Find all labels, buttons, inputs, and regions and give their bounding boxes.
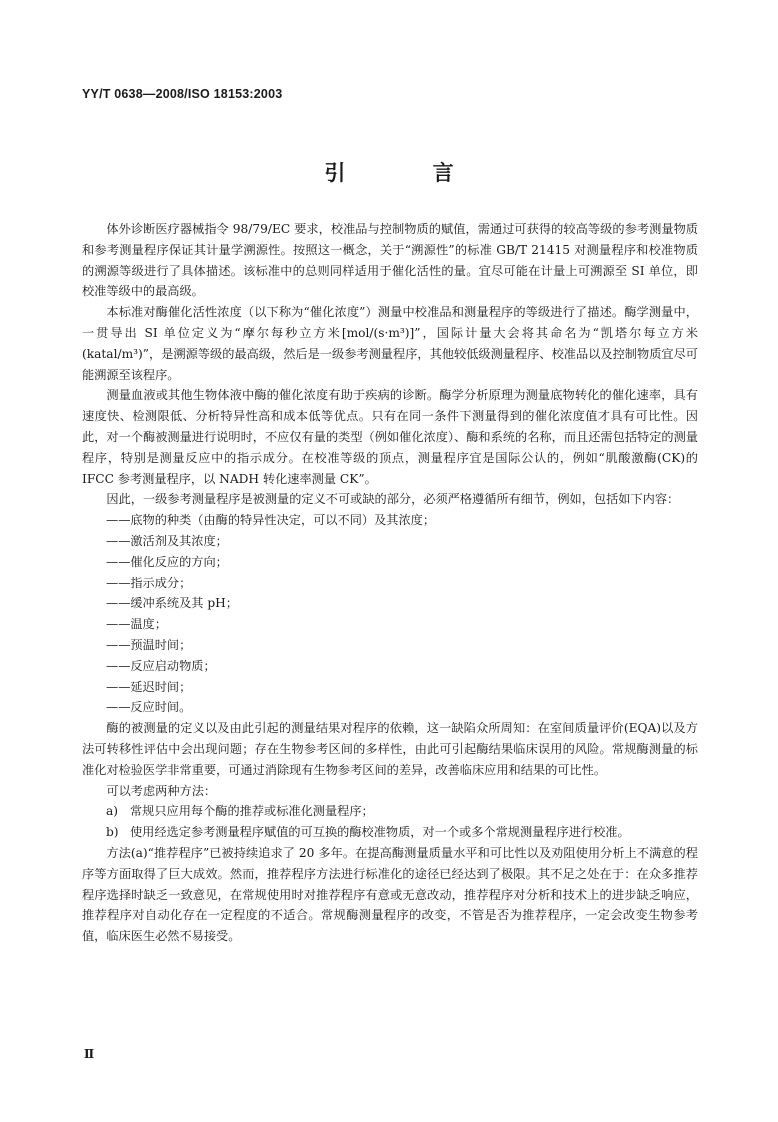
list-item: ——温度； <box>106 617 167 632</box>
page-number: Ⅱ <box>84 1047 95 1061</box>
paragraph: 方法(a)“推荐程序”已被持续追求了 20 多年。在提高酶测量质量水平和可比性以及劝阻使用分析上不满意的程序等方面取得了巨大成效。然而，推荐程序方法进行标准化的途径已经达到了极限。其不足之处在于：在众多推荐程序选择时缺乏一致意见，在常规使用时对推荐程序有意或无意改动，推荐程序对分析和技术上的进步缺乏响应，推荐程序对自动化存在一定程度的不适合。常规酶测量程序的改变，不管是否为推荐程序，一定会改变生物参考值，临床医生必然不易接受。 <box>82 845 698 944</box>
requirement-list <box>82 510 698 718</box>
list-item-text: 常规只应用每个酶的推荐或标准化测量程序； <box>130 804 374 819</box>
list-item: ——反应启动物质； <box>106 658 216 673</box>
paragraph: 因此，一级参考测量程序是被测量的定义不可或缺的部分，必须严格遵循所有细节，例如，包括如下内容： <box>106 492 680 507</box>
paragraph: 可以考虑两种方法： <box>106 783 217 798</box>
list-item <box>82 822 698 843</box>
section-title: 引 言 <box>324 161 494 185</box>
list-item <box>82 801 698 822</box>
list-marker: b) <box>106 825 119 840</box>
paragraph: 测量血液或其他生物体液中酶的催化浓度有助于疾病的诊断。酶学分析原理为测量底物转化的催化速率，具有速度快、检测限低、分析特异性高和成本低等优点。只有在同一条件下测量得到的催化浓度值才具有可比性。因此，对一个酶被测量进行说明时，不应仅有量的类型（例如催化浓度）、酶和系统的名称，而且还需包括特定的测量程序，特别是测量反应中的指示成分。在校准等级的顶点，测量程序宜是国际公认的，例如“肌酸激酶(CK)的 IFCC 参考测量程序，以 NADH 转化速率测量 CK”。 <box>82 388 698 486</box>
list-item: ——指示成分； <box>106 575 192 590</box>
list-item: ——催化反应的方向； <box>106 554 228 569</box>
list-item: ——激活剂及其浓度； <box>106 533 228 548</box>
list-item: ——底物的种类（由酶的特异性决定，可以不同）及其浓度； <box>106 513 436 528</box>
paragraph: 体外诊断医疗器械指令 98/79/EC 要求，校准品与控制物质的赋值，需通过可获得的较高等级的参考测量物质和参考测量程序保证其计量学溯源性。按照这一概念，关于“溯源性”的标准 GB/T 21415 对测量程序和校准物质的溯源等级进行了具体描述。该标准中的总则同样适用于催化活性的量。宜尽可能在计量上可溯源至 SI 单位，即校准等级中的最高级。 <box>82 222 698 299</box>
list-item: ——缓冲系统及其 pH； <box>106 596 238 611</box>
list-item: ——反应时间。 <box>106 700 192 715</box>
list-item: ——延迟时间； <box>106 679 192 694</box>
document-identifier: YY/T 0638—2008/ISO 18153:2003 <box>82 87 283 101</box>
method-list <box>82 801 698 843</box>
list-item: ——预温时间； <box>106 637 192 652</box>
paragraph: 酶的被测量的定义以及由此引起的测量结果对程序的依赖，这一缺陷众所周知：在室间质量评价(EQA)以及方法可转移性评估中会出现问题；存在生物参考区间的多样性，由此可引起酶结果临床误用的风险。常规酶测量的标准化对检验医学非常重要，可通过消除现有生物参考区间的差异，改善临床应用和结果的可比性。 <box>82 721 698 777</box>
list-marker: a) <box>106 804 119 819</box>
list-item-text: 使用经选定参考测量程序赋值的可互换的酶校准物质，对一个或多个常规测量程序进行校准。 <box>130 825 630 840</box>
body-text <box>82 219 698 947</box>
paragraph: 本标准对酶催化活性浓度（以下称为“催化浓度”）测量中校准品和测量程序的等级进行了描述。酶学测量中，一贯导出 SI 单位定义为“摩尔每秒立方米[mol/(s·m³)]”，国际计量大会将其命名为“凯塔尔每立方米(katal/m³)”，是溯源等级的最高级，然后是一级参考测量程序，其他较低级测量程序、校准品以及控制物质宜尽可能溯源至该程序。 <box>82 305 698 382</box>
